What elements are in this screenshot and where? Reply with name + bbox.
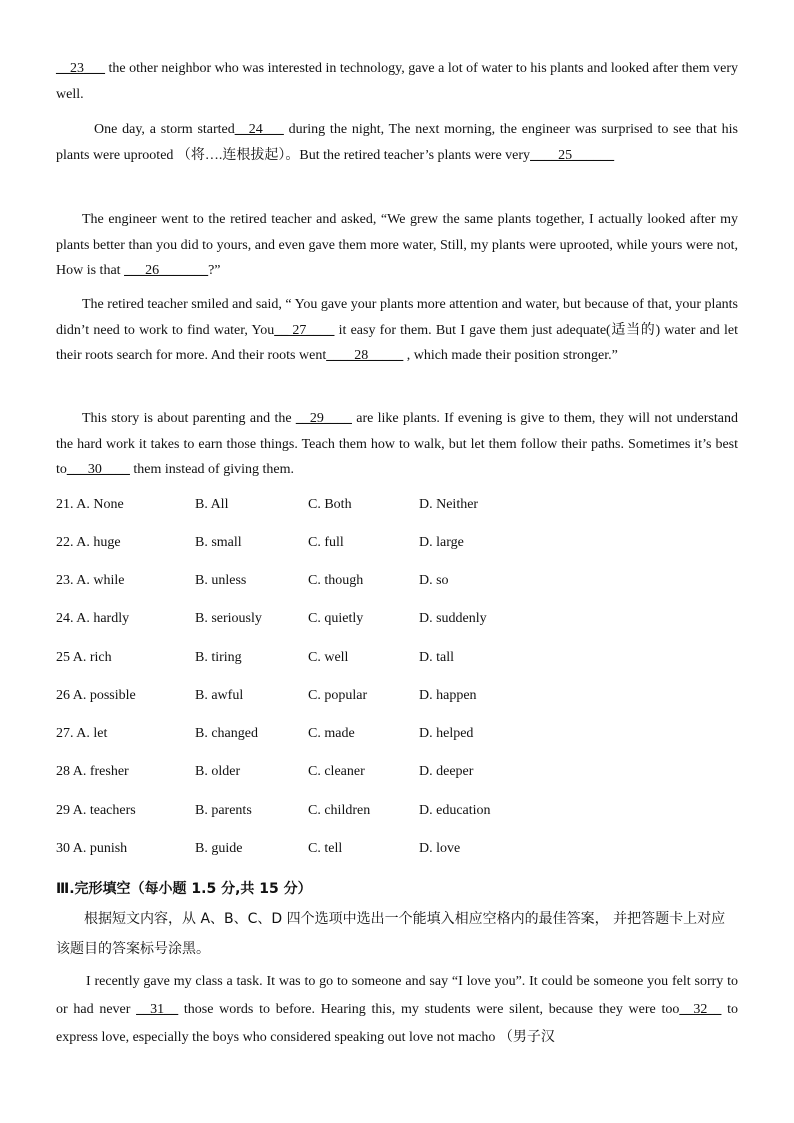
option-row-23 — [56, 571, 756, 591]
option-c: C. popular — [308, 688, 368, 703]
paragraph-text: the other neighbor who was interested in technology, gave a lot of water to his plants and looked after them very well. — [56, 61, 738, 102]
option-row-24 — [56, 609, 756, 629]
passage-paragraph-4 — [56, 292, 738, 369]
option-row-29 — [56, 801, 756, 821]
cloze-passage-paragraph-1 — [56, 968, 738, 1052]
option-d: D. large — [419, 535, 464, 550]
blank-23: __23___ — [56, 61, 105, 76]
option-d: D. love — [419, 841, 461, 856]
blank-31: __31__ — [136, 1002, 179, 1017]
option-d: D. education — [419, 803, 491, 818]
option-d: D. tall — [419, 650, 454, 665]
paragraph-text: during the night, The next morning, the engineer was surprised to see that his plants were uprooted （将….连根拔起）。But the retired teacher’s plants were very — [56, 122, 738, 163]
option-b: B. parents — [195, 803, 252, 818]
option-a: 24. A. hardly — [56, 611, 130, 626]
option-b: B. All — [195, 497, 229, 512]
paragraph-text: are like plants. If evening is give to them, they will not understand the hard work it takes to earn those things. Teach them how to walk, but let them follow their paths. Sometimes it’s best to — [56, 411, 738, 477]
option-a: 21. A. None — [56, 497, 124, 512]
blank-26: ___26_______ — [124, 263, 209, 278]
paragraph-text: I recently gave my class a task. It was to go to someone and say “I love you”. It could be someone you felt sorry to or had never — [56, 974, 738, 1017]
option-b: B. guide — [195, 841, 243, 856]
blank-28: ____28_____ — [326, 348, 404, 363]
option-c: C. Both — [308, 497, 352, 512]
option-row-27 — [56, 724, 756, 744]
option-b: B. older — [195, 764, 241, 779]
blank-30: ___30____ — [66, 462, 130, 477]
paragraph-text: to express love, especially the boys who considered speaking out love not macho （男子汉 — [56, 1002, 739, 1045]
blank-24: __24___ — [234, 122, 284, 137]
option-c: C. cleaner — [308, 764, 365, 779]
option-b: B. seriously — [195, 611, 262, 626]
option-b: B. awful — [195, 688, 244, 703]
option-row-22 — [56, 533, 756, 553]
section-heading: Ⅲ.完形填空（每小题 1.5 分,共 15 分） — [56, 881, 312, 897]
option-a: 28 A. fresher — [56, 764, 129, 779]
option-b: B. small — [195, 535, 242, 550]
option-c: C. made — [308, 726, 355, 741]
option-row-28 — [56, 762, 756, 782]
option-c: C. quietly — [308, 611, 364, 626]
option-row-30 — [56, 839, 756, 859]
option-d: D. deeper — [419, 764, 474, 779]
option-a: 25 A. rich — [56, 650, 112, 665]
option-d: D. so — [419, 573, 449, 588]
option-b: B. tiring — [195, 650, 242, 665]
paragraph-text: , which made their position stronger.” — [403, 348, 618, 363]
option-row-21 — [56, 495, 756, 515]
passage-paragraph-3 — [56, 207, 738, 284]
blank-27: __ 27____ — [274, 322, 335, 338]
passage-paragraph-2 — [56, 117, 738, 168]
passage-paragraph-5 — [56, 406, 738, 483]
option-a: 22. A. huge — [56, 535, 121, 550]
option-a: 30 A. punish — [56, 841, 128, 856]
paragraph-text: The engineer went to the retired teacher and asked, “We grew the same plants together, I actually looked after my plants better than you did to yours, and even gave them more water, Still, my plants were uprooted, while yours were not, How is that — [56, 212, 738, 278]
paragraph-text: ?” — [208, 263, 221, 278]
option-d: D. suddenly — [419, 611, 487, 626]
blank-32: __32__ — [679, 1002, 722, 1017]
option-c: C. full — [308, 535, 344, 550]
option-a: 29 A. teachers — [56, 803, 136, 818]
paragraph-text: them instead of giving them. — [129, 462, 294, 477]
option-row-25 — [56, 648, 756, 668]
paragraph-text: it easy for them. But I gave them just adequate(适当的) water and let their roots search for more. And their roots went — [56, 322, 738, 363]
paragraph-text: This story is about parenting and the — [82, 411, 296, 426]
option-b: B. unless — [195, 573, 247, 588]
paragraph-text: those words to before. Hearing this, my students were silent, because they were too — [178, 1002, 680, 1017]
option-a: 26 A. possible — [56, 688, 136, 703]
option-c: C. children — [308, 803, 371, 818]
paragraph-text: One day, a storm started — [94, 122, 235, 137]
option-c: C. well — [308, 650, 349, 665]
option-d: D. happen — [419, 688, 477, 703]
option-a: 23. A. while — [56, 573, 125, 588]
blank-25: ____25______ — [530, 147, 615, 163]
blank-29: __29____ — [295, 411, 352, 426]
paragraph-text: The retired teacher smiled and said, “ You gave your plants more attention and water, but because of that, your plants didn’t need to work to find water, You — [56, 297, 738, 338]
section-instructions: 根据短文内容，从 A、B、C、D 四个选项中选出一个能填入相应空格内的最佳答案， 并把答题卡上对应该题目的答案标号涂黑。 — [56, 911, 726, 957]
option-row-26 — [56, 686, 756, 706]
option-d: D. helped — [419, 726, 474, 741]
option-c: C. though — [308, 573, 364, 588]
option-a: 27. A. let — [56, 726, 108, 741]
option-c: C. tell — [308, 841, 343, 856]
option-d: D. Neither — [419, 497, 479, 512]
option-b: B. changed — [195, 726, 258, 741]
passage-paragraph-1 — [56, 56, 738, 107]
